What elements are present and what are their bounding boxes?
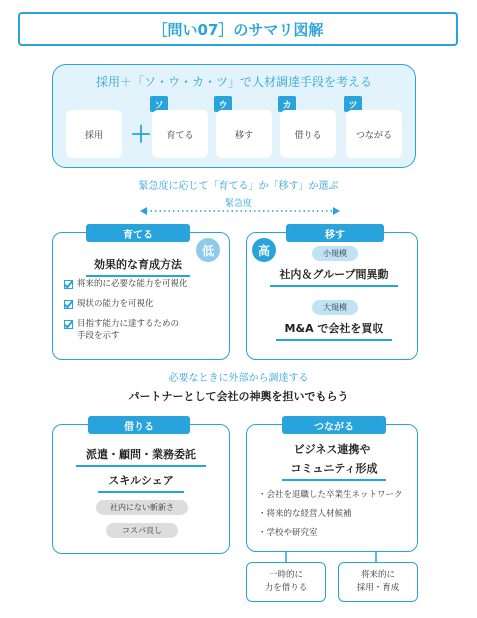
checkbox-icon — [64, 280, 73, 289]
tsunagaru-heading-1: ビジネス連携や — [293, 443, 371, 456]
future-box: 将来的に 採用・育成 — [338, 562, 418, 602]
low-urgency-badge: 低 — [196, 238, 220, 262]
card-kana-u: ウ — [214, 96, 232, 112]
utsusu-tab: 移す — [286, 224, 384, 242]
card-utsusu — [216, 110, 272, 158]
large-scale-label: 大規模 — [312, 300, 358, 315]
utsusu-small-heading: 社内＆グループ間異動 — [270, 266, 398, 287]
card-kariru-label: 借りる — [294, 130, 322, 141]
checkbox-icon — [64, 300, 73, 309]
card-kana-tsu: ツ — [344, 96, 362, 112]
urgency-axis-label: 緊急度 — [224, 199, 252, 209]
high-urgency-badge: 高 — [252, 238, 276, 262]
checkbox-icon — [64, 320, 73, 329]
top-heading: 採用＋「ソ・ウ・カ・ツ」で人材調達手段を考える — [95, 75, 372, 89]
sodateru-item: 目指す能力に達するための 手段を示す — [64, 318, 179, 342]
utsusu-large-heading: M&A で会社を買収 — [276, 320, 392, 341]
card-sodateru-label: 育てる — [166, 130, 194, 141]
card-kana-so: ソ — [150, 96, 168, 112]
card-utsusu-label: 移す — [234, 130, 253, 141]
page-title: ［問い07］のサマリ図解 — [18, 12, 458, 46]
kariru-heading-1: 派遣・顧問・業務委託 — [76, 446, 206, 467]
tsunagaru-tab: つながる — [282, 416, 386, 434]
card-saiyo-label: 採用 — [84, 130, 103, 141]
external-caption: 必要なときに外部から調達する — [168, 373, 309, 384]
external-subcaption: パートナーとして会社の神輿を担いでもらう — [128, 390, 349, 403]
kariru-heading-2: スキルシェア — [98, 472, 184, 493]
sodateru-tab: 育てる — [86, 224, 190, 242]
tsunagaru-bullet: ・将来的な経営人材候補 — [258, 509, 352, 519]
card-kana-ka: カ — [278, 96, 296, 112]
urgency-caption: 緊急度に応じて「育てる」か「移す」か選ぶ — [138, 181, 339, 192]
kariru-pill-novelty: 社内にない斬新さ — [96, 500, 188, 515]
sodateru-heading: 効果的な育成方法 — [86, 256, 190, 277]
tsunagaru-bullet: ・学校や研究室 — [258, 528, 318, 538]
small-scale-label: 小規模 — [312, 246, 358, 261]
card-saiyo — [66, 110, 122, 158]
card-tsunagaru — [346, 110, 402, 158]
sodateru-item: 将来的に必要な能力を可視化 — [64, 278, 188, 290]
temporary-box: 一時的に 力を借りる — [246, 562, 326, 602]
kariru-tab: 借りる — [88, 416, 190, 434]
tsunagaru-bullet: ・会社を退職した卒業生ネットワーク — [258, 490, 403, 500]
urgency-axis-arrow — [140, 206, 340, 216]
sodateru-item: 現状の能力を可視化 — [64, 298, 154, 310]
kariru-pill-cost: コスパ良し — [106, 523, 178, 538]
card-kariru — [280, 110, 336, 158]
card-tsunagaru-label: つながる — [355, 130, 392, 141]
tsunagaru-heading-2: コミュニティ形成 — [282, 460, 386, 481]
plus-icon: ＋ — [130, 123, 153, 148]
card-sodateru — [152, 110, 208, 158]
